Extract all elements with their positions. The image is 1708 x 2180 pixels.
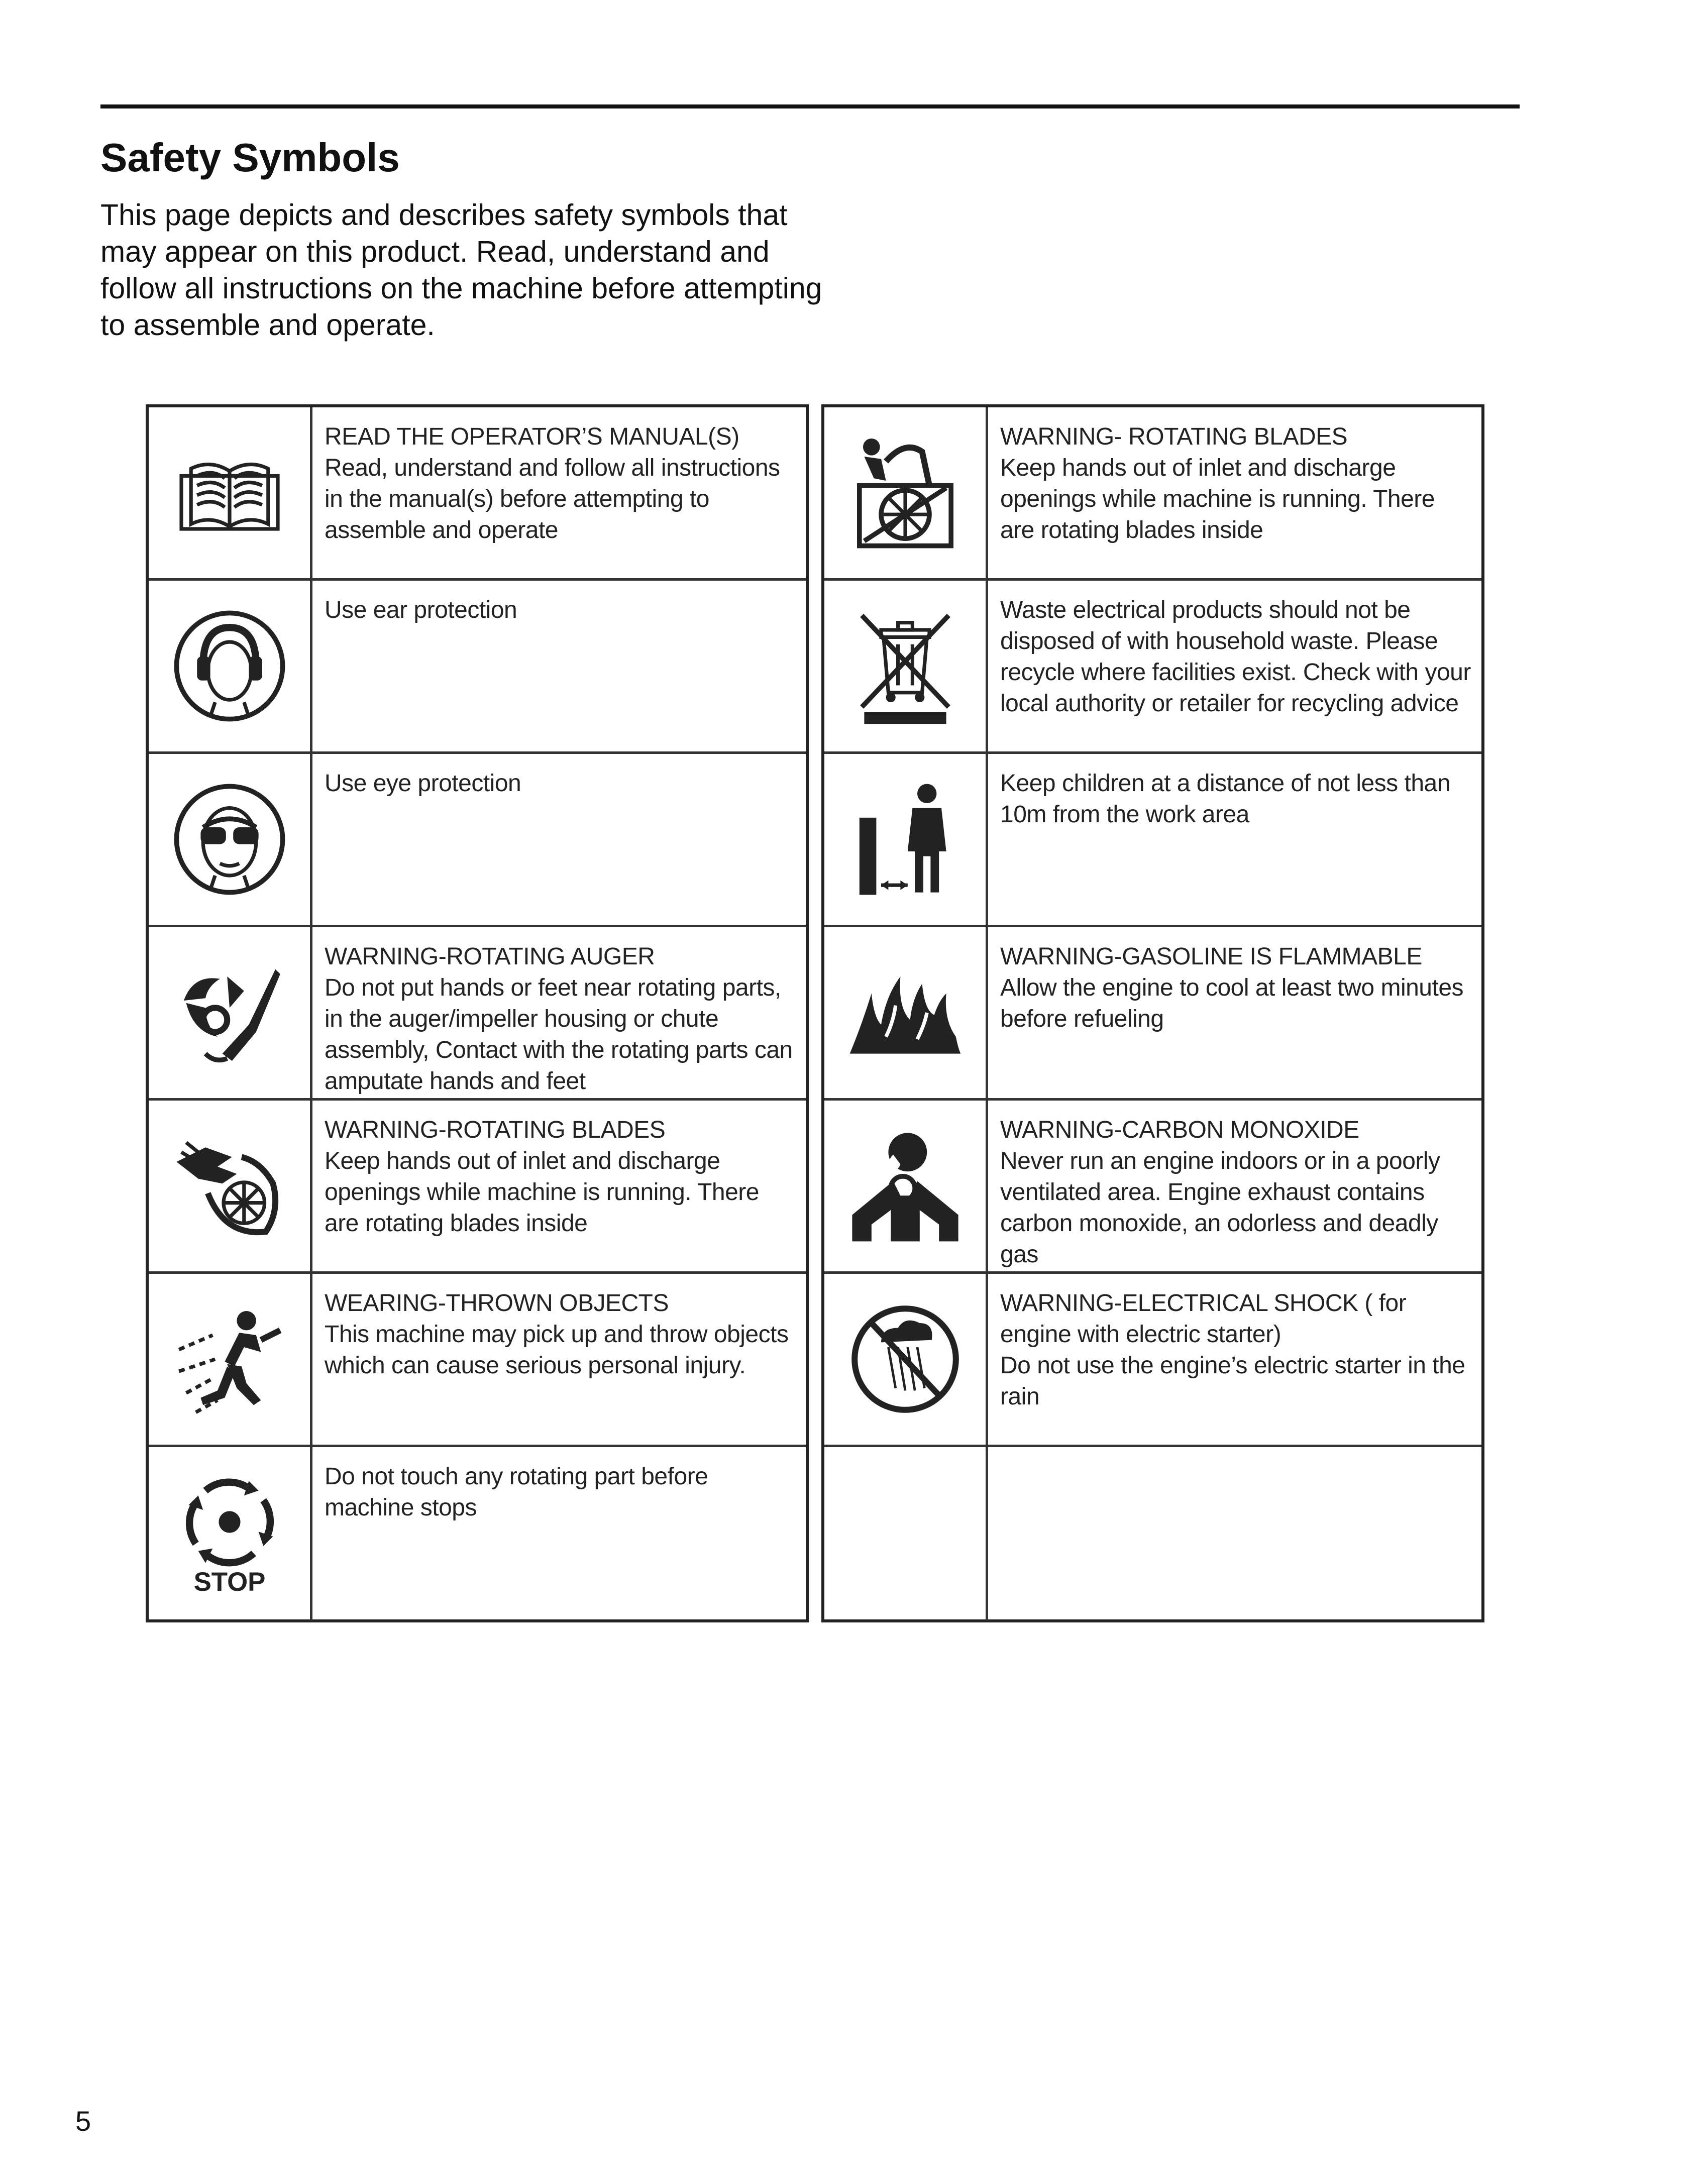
symbol-row bbox=[149, 581, 806, 754]
symbol-heading: WARNING- ROTATING BLADES bbox=[1000, 423, 1348, 450]
symbol-row bbox=[149, 927, 806, 1101]
symbol-description: Use ear protection bbox=[325, 597, 517, 623]
symbol-row bbox=[824, 407, 1481, 581]
eye-protection-icon bbox=[149, 754, 312, 925]
intro-paragraph: This page depicts and describes safety symbols that may appear on this product. Read, understand and follow all instructions on the machine before attempting to assemble and operate. bbox=[100, 198, 822, 342]
symbol-row bbox=[824, 927, 1481, 1101]
carbon-monoxide-icon bbox=[824, 1101, 988, 1271]
symbol-description: Keep children at a distance of not less than 10m from the work area bbox=[1000, 770, 1450, 828]
symbol-text bbox=[1000, 1115, 1472, 1270]
symbol-description: Use eye protection bbox=[325, 770, 521, 797]
symbol-text bbox=[325, 941, 797, 1097]
symbol-row bbox=[824, 754, 1481, 927]
symbol-description: This machine may pick up and throw objects which can cause serious personal injury. bbox=[325, 1321, 789, 1379]
rotating-blades-chute-icon bbox=[824, 407, 988, 578]
symbol-row bbox=[824, 1274, 1481, 1447]
weee-bin-icon bbox=[824, 581, 988, 751]
symbol-row bbox=[824, 1101, 1481, 1274]
symbol-description: Keep hands out of inlet and discharge openings while machine is running. There are rotating blades inside bbox=[325, 1148, 759, 1237]
symbol-row bbox=[149, 407, 806, 581]
thrown-objects-icon bbox=[149, 1274, 312, 1445]
top-rule bbox=[100, 104, 1520, 108]
right-symbol-table bbox=[821, 404, 1484, 1622]
empty-icon-cell bbox=[824, 1447, 988, 1620]
symbol-description: Waste electrical products should not be disposed of with household waste. Please recycle where facilities exist. Check with your local authority or retailer for recycling advice bbox=[1000, 597, 1471, 717]
symbol-heading: WARNING-ROTATING BLADES bbox=[325, 1117, 666, 1143]
symbol-text bbox=[1000, 1288, 1472, 1412]
flammable-fire-icon bbox=[824, 927, 988, 1098]
symbol-description: Do not touch any rotating part before machine stops bbox=[325, 1463, 708, 1521]
symbol-description: Do not put hands or feet near rotating parts, in the auger/impeller housing or chute assembly, Contact with the rotating parts can amputate hands and feet bbox=[325, 974, 793, 1095]
rotating-auger-icon bbox=[149, 927, 312, 1098]
symbol-text bbox=[325, 1461, 797, 1523]
symbol-heading: WARNING-CARBON MONOXIDE bbox=[1000, 1117, 1359, 1143]
stop-rotating-part-icon bbox=[149, 1447, 312, 1620]
symbol-text bbox=[325, 768, 797, 799]
page-title: Safety Symbols bbox=[100, 135, 400, 180]
symbol-heading: WARNING-ELECTRICAL SHOCK ( for engine with electric starter) bbox=[1000, 1290, 1407, 1348]
symbol-row bbox=[149, 754, 806, 927]
page-number: 5 bbox=[75, 2105, 91, 2137]
symbol-heading: READ THE OPERATOR’S MANUAL(S) bbox=[325, 423, 739, 450]
symbol-row bbox=[824, 581, 1481, 754]
symbol-description: Do not use the engine’s electric starter in the rain bbox=[1000, 1352, 1465, 1410]
keep-children-away-icon bbox=[824, 754, 988, 925]
symbol-text bbox=[1000, 595, 1472, 719]
symbol-description: Keep hands out of inlet and discharge openings while machine is running. There are rotating blades inside bbox=[1000, 455, 1435, 543]
symbol-row bbox=[149, 1274, 806, 1447]
left-symbol-table bbox=[146, 404, 809, 1622]
symbol-text bbox=[1000, 768, 1472, 830]
no-rain-icon bbox=[824, 1274, 988, 1445]
symbol-text bbox=[1000, 941, 1472, 1035]
stop-label: STOP bbox=[193, 1567, 265, 1594]
manual-book-icon bbox=[149, 407, 312, 578]
symbol-text bbox=[325, 421, 797, 546]
ear-protection-icon bbox=[149, 581, 312, 751]
symbol-text bbox=[1000, 421, 1472, 546]
rotating-blades-hand-icon bbox=[149, 1101, 312, 1271]
symbol-description: Never run an engine indoors or in a poorly ventilated area. Engine exhaust contains carbon monoxide, an odorless and deadly gas bbox=[1000, 1148, 1440, 1268]
symbol-text bbox=[325, 1288, 797, 1381]
symbol-description: Read, understand and follow all instructions in the manual(s) before attempting to assemble and operate bbox=[325, 455, 780, 543]
symbol-description: Allow the engine to cool at least two minutes before refueling bbox=[1000, 974, 1464, 1032]
symbol-heading: WARNING-GASOLINE IS FLAMMABLE bbox=[1000, 943, 1422, 970]
symbol-text bbox=[325, 595, 797, 626]
symbol-heading: WEARING-THROWN OBJECTS bbox=[325, 1290, 669, 1317]
symbol-row bbox=[149, 1447, 806, 1620]
symbol-text bbox=[325, 1115, 797, 1239]
empty-symbol-row bbox=[824, 1447, 1481, 1620]
symbol-row bbox=[149, 1101, 806, 1274]
symbol-heading: WARNING-ROTATING AUGER bbox=[325, 943, 655, 970]
